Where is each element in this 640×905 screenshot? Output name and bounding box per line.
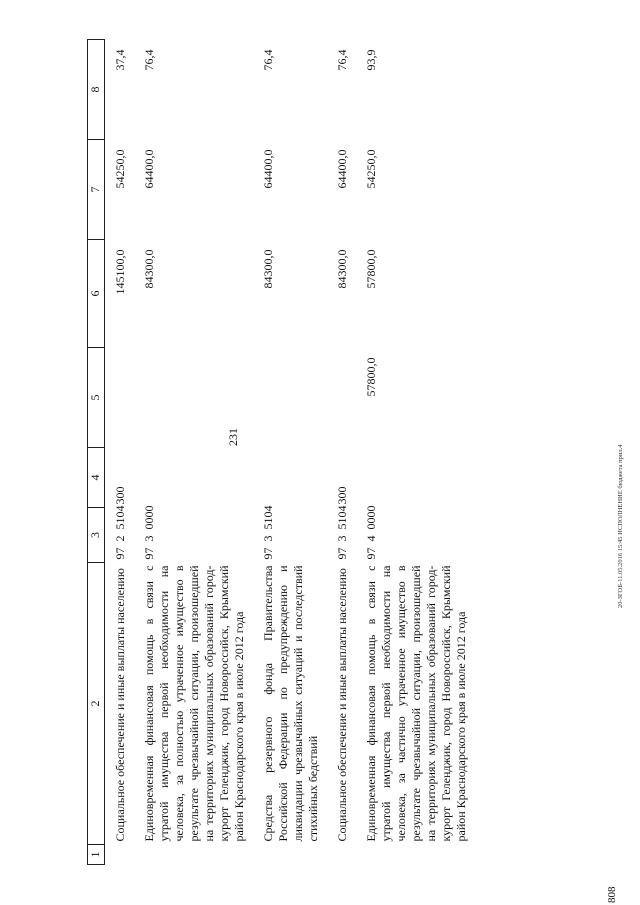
header-cell: 1 bbox=[88, 845, 105, 865]
table-row bbox=[327, 40, 356, 865]
row-description: Социальное обеспечение и иные выплаты населению bbox=[113, 568, 127, 842]
row-col8: 76,4 bbox=[261, 49, 275, 71]
header-row bbox=[88, 40, 105, 865]
row-col5 bbox=[134, 348, 253, 448]
row-col6: 84300,0 bbox=[261, 249, 275, 289]
row-expense-type bbox=[134, 448, 253, 508]
row-description: Единовременная финансовая помощь в связи с утратой имущества первой необходимости на человека, за полностью утраченное имущество в результате чрезвычайной ситуации, произошедшей на территориях муниципальных образований город-курорт Геленджик, город Новороссийск, Крымский район Краснодарского края в июле 2012 года bbox=[142, 565, 246, 842]
header-cell: 5 bbox=[88, 348, 105, 448]
row-code: 9730000 bbox=[142, 505, 156, 560]
row-col6: 84300,0 bbox=[142, 249, 156, 289]
header-cell: 4 bbox=[88, 448, 105, 508]
header-cell: 8 bbox=[88, 40, 105, 140]
table-row bbox=[356, 40, 475, 865]
row-col5 bbox=[105, 348, 135, 448]
row-col6: 84300,0 bbox=[335, 249, 349, 289]
table-row bbox=[253, 40, 327, 865]
row-expense-type bbox=[253, 448, 327, 508]
row-code: 9735104 bbox=[261, 505, 275, 560]
table-row bbox=[134, 40, 253, 865]
row-col8: 76,4 bbox=[142, 49, 156, 71]
row-description: Социальное обеспечение и иные выплаты населению bbox=[335, 568, 349, 842]
row-col8: 93,9 bbox=[364, 49, 378, 71]
page-number: 231 bbox=[226, 428, 240, 446]
row-col7: 64400,0 bbox=[261, 149, 275, 189]
header-cell: 2 bbox=[88, 563, 105, 845]
table-row bbox=[105, 40, 135, 865]
footer-text: 20-ЗГОБ-11.05.2016 15:45 ИСПОЛНЕНИЕ бюджета прил.4 bbox=[617, 444, 624, 608]
row-col7: 54250,0 bbox=[113, 149, 127, 189]
row-expense-type bbox=[356, 448, 475, 508]
header-cell: 7 bbox=[88, 140, 105, 240]
row-code: 9740000 bbox=[364, 505, 378, 560]
header-cell: 6 bbox=[88, 240, 105, 348]
row-col5 bbox=[327, 348, 356, 448]
row-code: 9735104 bbox=[335, 505, 349, 560]
row-expense-type: 300 bbox=[335, 486, 349, 505]
row-description: Единовременная финансовая помощь в связи с утратой имущества первой необходимости на человека, за частично утраченное имущество в результате чрезвычайной ситуации, произошедшей на территориях муниципальных образований город-курорт Геленджик, город Новороссийск, Крымский район Краснодарского края в июле 2012 года bbox=[364, 565, 468, 842]
row-col8: 37,4 bbox=[113, 49, 127, 71]
budget-table-rotated bbox=[87, 40, 617, 865]
row-col6: 145100,0 bbox=[113, 249, 127, 295]
corner-page-number: 808 bbox=[606, 886, 618, 903]
row-description: Средства резервного фонда Правительства Российской Федерации по предупреждению и ликвидации чрезвычайных ситуаций и последствий стихийных бедствий bbox=[261, 565, 320, 842]
row-col7: 54250,0 bbox=[364, 149, 378, 189]
row-col5: 57800,0 bbox=[364, 357, 378, 397]
row-col6: 57800,0 bbox=[364, 249, 378, 289]
budget-table bbox=[87, 39, 475, 865]
row-col7: 64400,0 bbox=[335, 149, 349, 189]
row-col8: 76,4 bbox=[335, 49, 349, 71]
row-col7: 64400,0 bbox=[142, 149, 156, 189]
row-col5 bbox=[253, 348, 327, 448]
header-cell: 3 bbox=[88, 508, 105, 563]
row-expense-type: 300 bbox=[113, 486, 127, 505]
row-code: 9725104 bbox=[113, 505, 127, 560]
